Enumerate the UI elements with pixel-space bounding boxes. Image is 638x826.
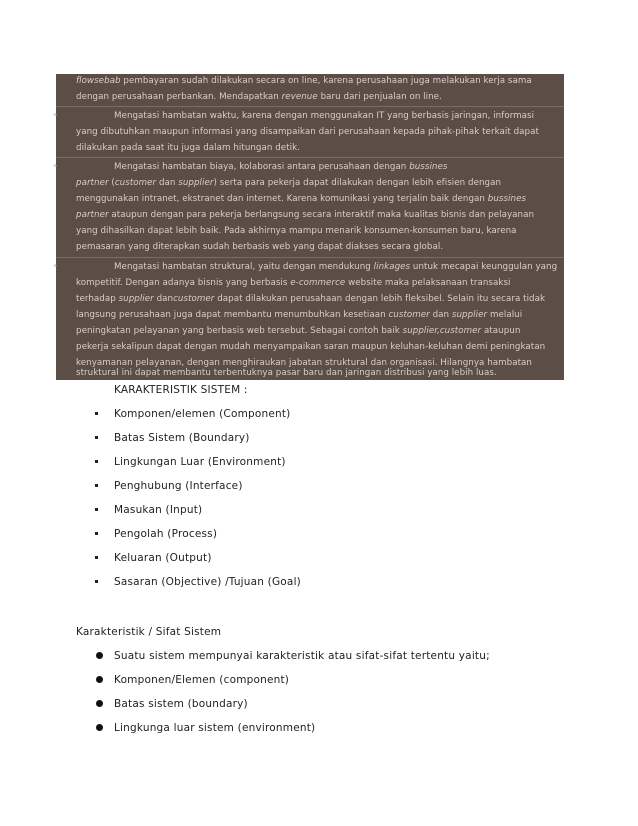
dark-paragraph-line: Mengatasi hambatan struktural, yaitu dengan mendukung linkages untuk mecapai keunggulan yang — [114, 262, 558, 272]
list-item-label: Komponen/Elemen (component) — [114, 674, 290, 686]
square-bullet-icon — [95, 580, 98, 583]
karakteristik-sistem-title: KARAKTERISTIK SISTEM : — [114, 384, 248, 396]
dark-paragraph-line: terhadap supplier dancustomer dapat dilakukan perusahaan dengan lebih fleksibel. Selain itu secara tidak — [76, 294, 546, 304]
dark-paragraph-line: kompetitif. Dengan adanya bisnis yang berbasis e-commerce website maka pelaksanaan transaksi — [76, 278, 511, 288]
square-bullet-icon — [95, 532, 98, 535]
dark-paragraph-line: pemasaran yang diterapkan sudah berbasis web yang dapat diakses secara global. — [76, 242, 444, 252]
dark-paragraph-line: yang dihasilkan dapat lebih baik. Pada akhirnya mampu menarik konsumen-konsumen baru, karena — [76, 226, 517, 236]
bullet-icon: • — [52, 261, 58, 272]
dark-paragraph-line: partner (customer dan supplier) serta para pekerja dapat dilakukan dengan lebih efisien dengan — [76, 178, 502, 188]
list-item-label: Lingkunga luar sistem (environment) — [114, 722, 316, 734]
dark-paragraph-line: dilakukan pada saat itu juga dalam hitungan detik. — [76, 143, 301, 153]
dark-paragraph-line: langsung perusahaan juga dapat membantu menumbuhkan kesetiaan customer dan supplier melalui — [76, 310, 523, 320]
bullet-icon: • — [52, 161, 58, 172]
bullet-dot-icon — [96, 652, 103, 659]
dark-paragraph-line: struktural ini dapat membantu terbentuknya pasar baru dan jaringan distribusi yang lebih luas. — [76, 368, 497, 378]
dark-paragraph-line: Mengatasi hambatan biaya, kolaborasi antara perusahaan dengan bussines — [114, 162, 448, 172]
list-item-label: Lingkungan Luar (Environment) — [114, 456, 286, 468]
square-bullet-icon — [95, 460, 98, 463]
square-bullet-icon — [95, 484, 98, 487]
list-item-label: Suatu sistem mempunyai karakteristik atau sifat-sifat tertentu yaitu; — [114, 650, 490, 662]
row-divider — [56, 257, 564, 258]
dark-paragraph-line: kenyamanan pelayanan, dengan menghiraukan jabatan struktural dan organisasi. Hilangnya hambatan — [76, 358, 532, 368]
list-item-label: Penghubung (Interface) — [114, 480, 243, 492]
sifat-sistem-title: Karakteristik / Sifat Sistem — [76, 626, 222, 638]
dark-paragraph-line: dengan perusahaan perbankan. Mendapatkan revenue baru dari penjualan on line. — [76, 92, 442, 102]
list-item-label: Keluaran (Output) — [114, 552, 212, 564]
list-item-label: Batas Sistem (Boundary) — [114, 432, 250, 444]
bullet-dot-icon — [96, 700, 103, 707]
row-divider — [56, 157, 564, 158]
list-item-label: Pengolah (Process) — [114, 528, 218, 540]
bullet-dot-icon — [96, 724, 103, 731]
list-item-label: Batas sistem (boundary) — [114, 698, 248, 710]
list-item-label: Masukan (Input) — [114, 504, 203, 516]
list-item-label: Komponen/elemen (Component) — [114, 408, 291, 420]
dark-paragraph-line: partner ataupun dengan para pekerja berlangsung secara interaktif maka kualitas bisnis dan pelayanan — [76, 210, 535, 220]
square-bullet-icon — [95, 436, 98, 439]
dark-paragraph-line: yang dibutuhkan maupun informasi yang disampaikan dari perusahaan kepada pihak-pihak terkait dapat — [76, 127, 539, 137]
dark-paragraph-line: peningkatan pelayanan yang berbasis web tersebut. Sebagai contoh baik supplier,customer ataupun — [76, 326, 521, 336]
square-bullet-icon — [95, 412, 98, 415]
dark-paragraph-line: Mengatasi hambatan waktu, karena dengan menggunakan IT yang berbasis jaringan, informasi — [114, 111, 535, 121]
square-bullet-icon — [95, 508, 98, 511]
dark-paragraph-line: pekerja sekalipun dapat dengan mudah menyampaikan saran maupun keluhan-keluhan demi peningkatan — [76, 342, 546, 352]
bullet-icon: • — [52, 110, 58, 121]
square-bullet-icon — [95, 556, 98, 559]
bullet-dot-icon — [96, 676, 103, 683]
dark-paragraph-line: flowsebab pembayaran sudah dilakukan secara on line, karena perusahaan juga melakukan kerja sama — [76, 76, 532, 86]
dark-paragraph-line: menggunakan intranet, ekstranet dan internet. Karena komunikasi yang terjalin baik dengan bussines — [76, 194, 527, 204]
list-item-label: Sasaran (Objective) /Tujuan (Goal) — [114, 576, 301, 588]
row-divider — [56, 106, 564, 107]
